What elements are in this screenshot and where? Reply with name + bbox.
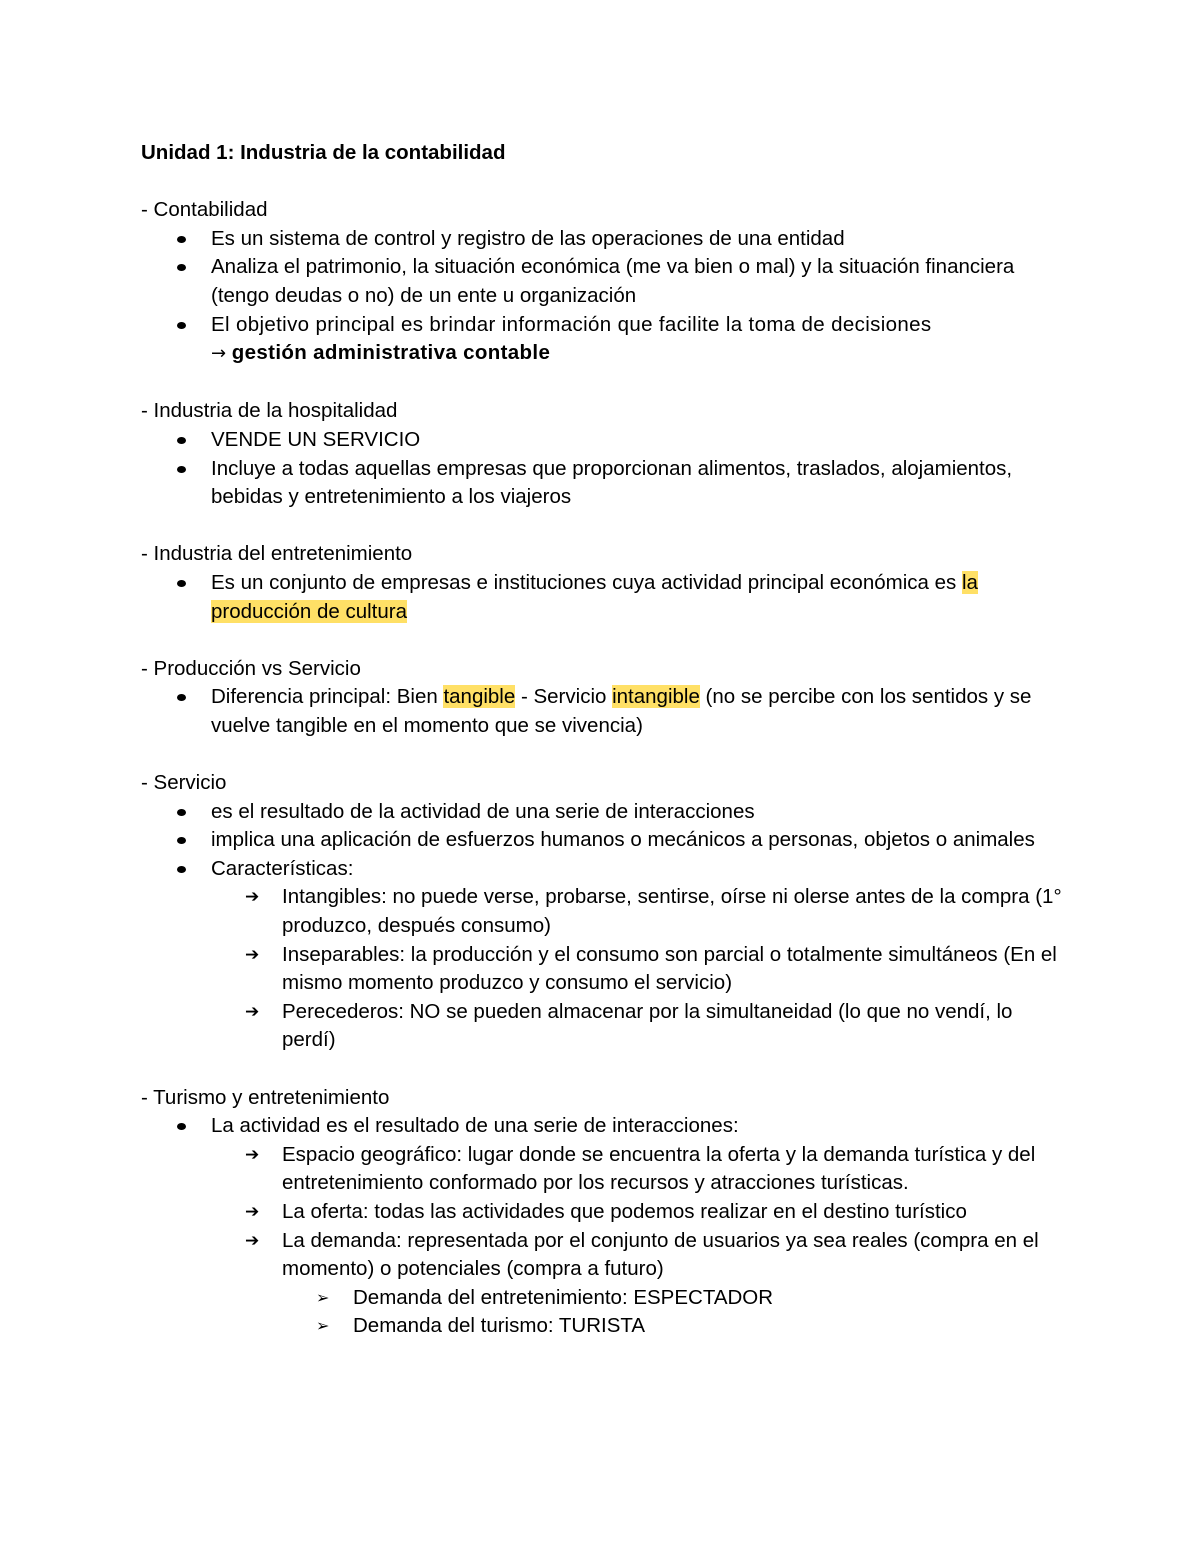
section-heading: - Contabilidad xyxy=(141,198,268,222)
bullet-icon xyxy=(177,580,186,587)
document-body xyxy=(141,139,1071,1341)
section-hospitalidad xyxy=(141,397,1071,511)
arrow-bullet-icon: ➔ xyxy=(245,1201,260,1222)
bullet-icon xyxy=(177,236,186,243)
bullet-icon xyxy=(177,264,186,271)
section-heading: - Industria del entretenimiento xyxy=(141,542,413,566)
bullet-icon xyxy=(177,322,186,329)
section-heading: - Turismo y entretenimiento xyxy=(141,1085,390,1109)
sub-list-item: ➔ Intangibles: no puede verse, probarse, sentirse, oírse ni olerse antes de la compra (1° produzco, después consumo) xyxy=(245,885,1062,938)
bullet-icon xyxy=(177,809,186,816)
sub-list-item: ➔ Espacio geográfico: lugar donde se encuentra la oferta y la demanda turística y del entretenimiento conformado por los recursos y atracciones turísticas. xyxy=(245,1142,1036,1195)
chevron-bullet-icon: ➢ xyxy=(316,1287,330,1307)
list-item: Características: xyxy=(141,855,1071,884)
list-item: es el resultado de la actividad de una serie de interacciones xyxy=(141,798,1071,827)
list-item: Es un conjunto de empresas e instituciones cuya actividad principal económica es la producción de cultura xyxy=(141,569,1071,626)
section-servicio xyxy=(141,769,1071,1055)
section-heading: - Servicio xyxy=(141,771,227,795)
section-entretenimiento xyxy=(141,540,1071,626)
list-item: El objetivo principal es brindar información que facilite la toma de decisiones → gestión administrativa contable xyxy=(141,311,1071,369)
section-turismo xyxy=(141,1084,1071,1341)
highlighted-text: intangible xyxy=(612,685,700,709)
highlighted-text: tangible xyxy=(443,685,516,709)
arrow-bullet-icon: ➔ xyxy=(245,944,260,965)
sub-list-item: ➔ La oferta: todas las actividades que podemos realizar en el destino turístico xyxy=(141,1198,1071,1227)
bullet-icon xyxy=(177,837,186,844)
sub-sub-list-item: ➢ Demanda del entretenimiento: ESPECTADOR xyxy=(141,1284,1071,1313)
right-arrow-icon: → xyxy=(211,343,227,365)
bullet-icon xyxy=(177,437,186,444)
document-title: Unidad 1: Industria de la contabilidad xyxy=(141,141,506,164)
list-item: VENDE UN SERVICIO xyxy=(141,426,1071,455)
bullet-icon xyxy=(177,866,186,873)
bullet-icon xyxy=(177,466,186,473)
highlighted-text: la producción de cultura xyxy=(211,570,978,623)
arrow-bullet-icon: ➔ xyxy=(245,887,260,908)
chevron-bullet-icon: ➢ xyxy=(316,1316,330,1336)
list-item: Es un sistema de control y registro de las operaciones de una entidad xyxy=(141,225,1071,254)
arrow-bullet-icon: ➔ xyxy=(245,1144,260,1165)
section-produccion xyxy=(141,655,1071,741)
arrow-bullet-icon: ➔ xyxy=(245,1001,260,1022)
list-item: Analiza el patrimonio, la situación económica (me va bien o mal) y la situación financiera (tengo deudas o no) de un ente u organización xyxy=(141,253,1071,310)
list-item: implica una aplicación de esfuerzos humanos o mecánicos a personas, objetos o animales xyxy=(141,826,1071,855)
list-item: Incluye a todas aquellas empresas que proporcionan alimentos, traslados, alojamientos, bebidas y entretenimiento a los viajeros xyxy=(141,455,1071,512)
sub-sub-list-item: ➢ Demanda del turismo: TURISTA xyxy=(141,1312,1071,1341)
sub-list-item: ➔ Inseparables: la producción y el consumo son parcial o totalmente simultáneos (En el mismo momento produzco y consumo el servicio) xyxy=(245,942,1057,995)
arrow-bullet-icon: ➔ xyxy=(245,1230,260,1251)
sub-list-item: ➔ Perecederos: NO se pueden almacenar por la simultaneidad (lo que no vendí, lo perdí) xyxy=(245,999,1013,1052)
list-item: La actividad es el resultado de una serie de interacciones: xyxy=(141,1112,1071,1141)
section-contabilidad xyxy=(141,196,1071,369)
bullet-icon xyxy=(177,694,186,701)
section-heading: - Producción vs Servicio xyxy=(141,656,361,680)
section-heading: - Industria de la hospitalidad xyxy=(141,399,398,423)
sub-list-item: ➔ La demanda: representada por el conjunto de usuarios ya sea reales (compra en el momento) o potenciales (compra a futuro) xyxy=(245,1228,1039,1281)
list-item: Diferencia principal: Bien tangible - Servicio intangible (no se percibe con los sentidos y se vuelve tangible en el momento que se vivencia) xyxy=(141,683,1071,740)
bullet-icon xyxy=(177,1123,186,1130)
